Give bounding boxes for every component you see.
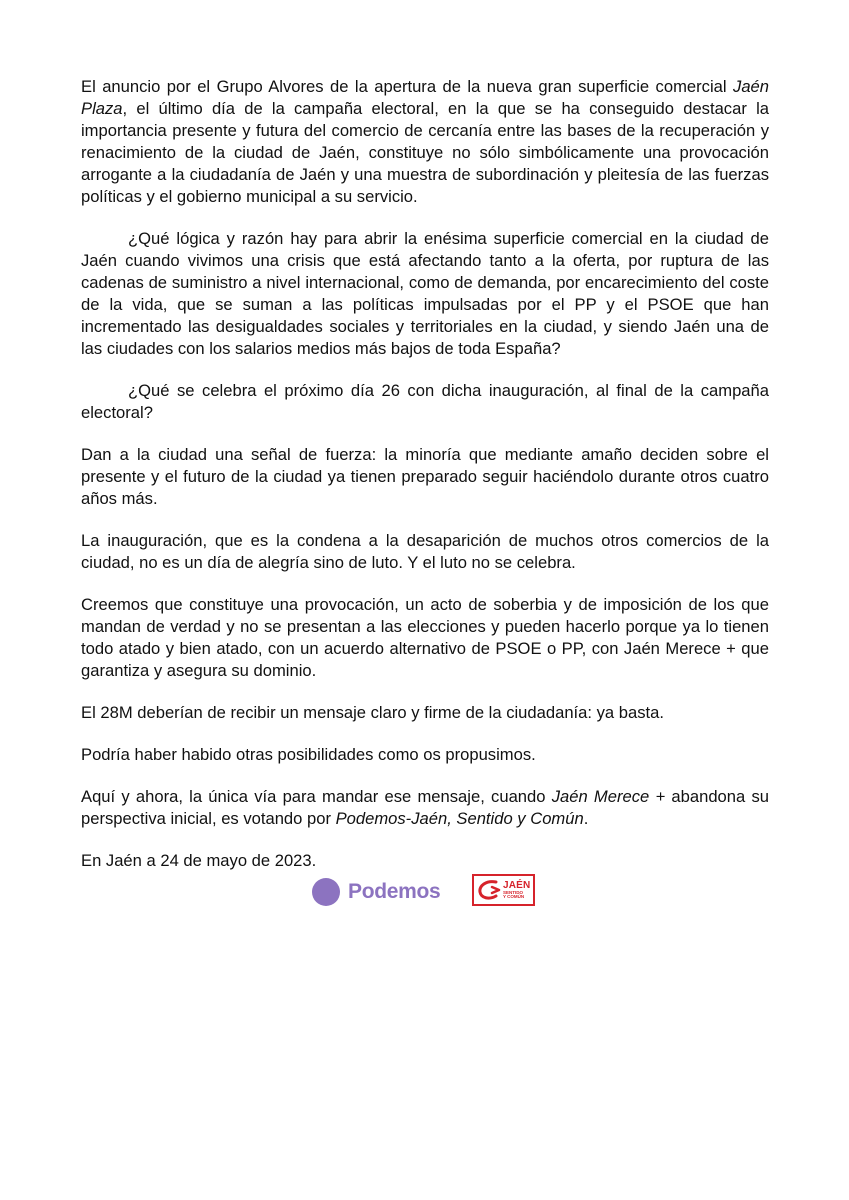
paragraph-1-text: El anuncio por el Grupo Alvores de la apertura de la nueva gran superficie comercial xyxy=(81,77,734,96)
paragraph-9-text-end: . xyxy=(583,809,589,828)
paragraph-5: La inauguración, que es la condena a la desaparición de muchos otros comercios de la ciudad, no es un día de alegría sino de luto. Y el luto no se celebra. xyxy=(81,531,769,572)
paragraph-2: ¿Qué lógica y razón hay para abrir la enésima superficie comercial en la ciudad de Jaén cuando vivimos una crisis que está afectando tanto a la oferta, por ruptura de las cadenas de suministro a nivel internacional, como de demanda, por encarecimiento del coste de la vida, que se suman a las políticas impulsadas por el PP y el PSOE que han incrementado las desigualdades sociales y territoriales en la ciudad, y siendo Jaén una de las ciudades con los salarios medios más bajos de toda España? xyxy=(81,229,769,358)
podemos-circle-icon xyxy=(312,878,340,906)
paragraph-9-emphasis-2: Podemos-Jaén, Sentido y Común xyxy=(335,809,584,828)
logo-bar xyxy=(0,872,849,912)
paragraph-8: Podría haber habido otras posibilidades como os propusimos. xyxy=(81,745,536,764)
closing-date: En Jaén a 24 de mayo de 2023. xyxy=(81,851,317,870)
jaen-swirl-icon xyxy=(476,877,502,903)
paragraph-1 xyxy=(81,76,769,208)
jaen-sentido-y-comun-logo xyxy=(472,874,535,906)
paragraph-9-text-mid: abandona su perspectiva inicial, es votando por xyxy=(81,787,769,828)
paragraph-3: ¿Qué se celebra el próximo día 26 con dicha inauguración, al final de la campaña electoral? xyxy=(81,381,769,422)
paragraph-9-emphasis-1: Jaén Merece + xyxy=(551,787,666,806)
paragraph-9-text: Aquí y ahora, la única vía para mandar ese mensaje, cuando xyxy=(81,787,552,806)
podemos-logo xyxy=(312,875,440,909)
paragraph-1-emphasis: Jaén Plaza xyxy=(81,77,769,118)
jaen-logo-name: JAÉN xyxy=(503,879,531,891)
podemos-logo-text: Podemos xyxy=(348,880,441,903)
document-body xyxy=(81,76,769,892)
paragraph-7: El 28M deberían de recibir un mensaje claro y firme de la ciudadanía: ya basta. xyxy=(81,703,664,722)
paragraph-6: Creemos que constituye una provocación, un acto de soberbia y de imposición de los que mandan de verdad y no se presentan a las elecciones y pueden hacerlo porque ya lo tienen todo atado y bien atado, con un acuerdo alternativo de PSOE o PP, con Jaén Merece + que garantiza y asegura su dominio. xyxy=(81,595,769,680)
jaen-logo-sub2: Y COMÚN xyxy=(503,894,525,899)
paragraph-9 xyxy=(81,786,769,830)
jaen-logo-text xyxy=(503,881,530,900)
jaen-logo-sub1: SENTIDO xyxy=(503,889,524,895)
paragraph-1-text-end: , el último día de la campaña electoral, en la que se ha conseguido destacar la importancia presente y futura del comercio de cercanía entre las bases de la recuperación y renacimiento de la ciudad de Jaén, constituye no sólo simbólicamente una provocación arrogante a la ciudadanía de Jaén y una muestra de subordinación y pleitesía de las fuerzas políticas y el gobierno municipal a su servicio. xyxy=(81,99,769,206)
paragraph-4: Dan a la ciudad una señal de fuerza: la minoría que mediante amaño deciden sobre el presente y el futuro de la ciudad ya tienen preparado seguir haciéndolo durante otros cuatro años más. xyxy=(81,445,769,508)
